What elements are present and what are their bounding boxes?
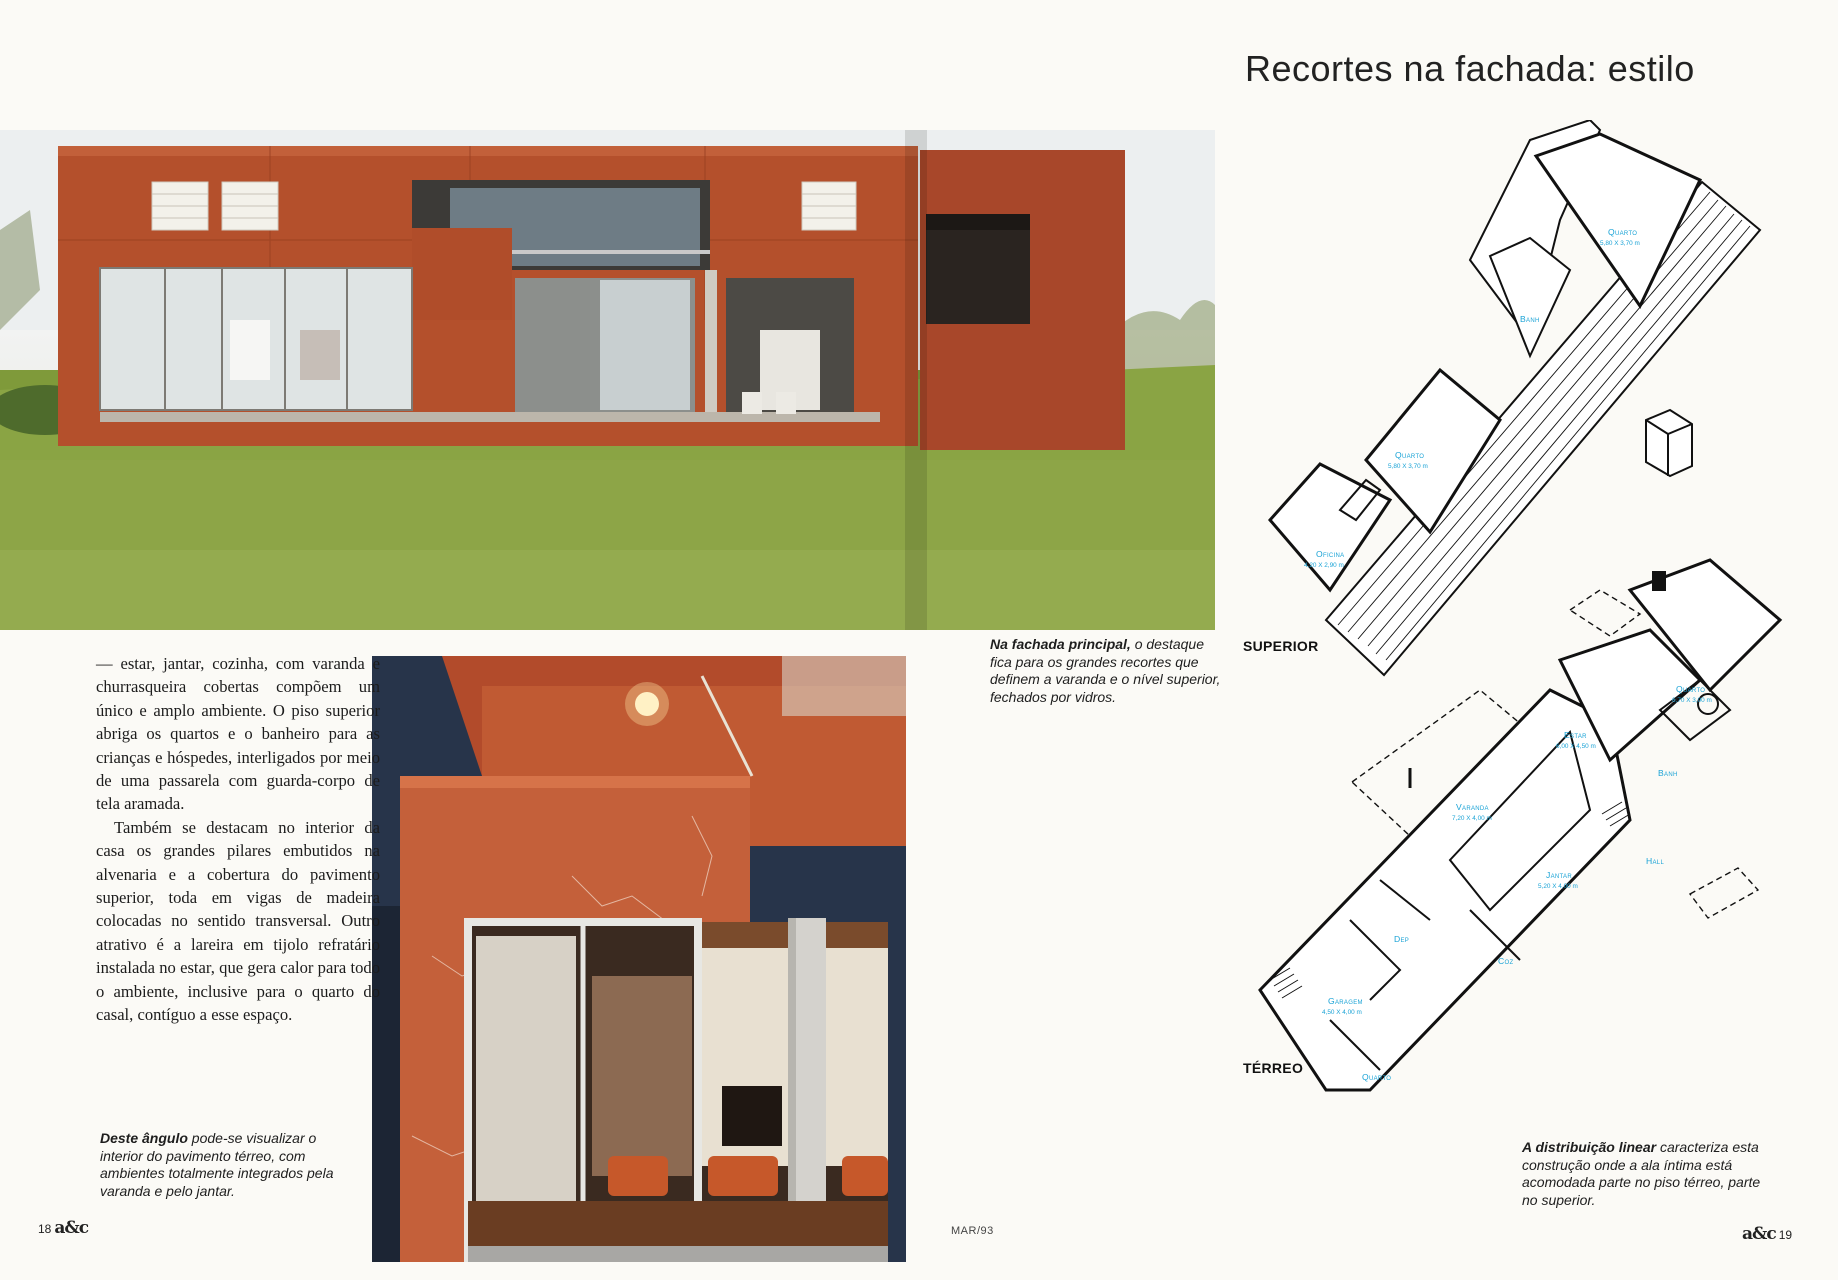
caption-lead: Na fachada principal, [990,636,1131,652]
svg-text:Quarto: Quarto [1608,227,1638,237]
floor-plans [1230,120,1820,1140]
svg-text:Varanda: Varanda [1456,802,1489,812]
svg-text:5,20 X 4,00 m: 5,20 X 4,00 m [1538,883,1578,890]
svg-text:Coz: Coz [1498,956,1514,966]
plan-label-superior: SUPERIOR [1243,638,1319,654]
veranda-illustration [372,656,906,1262]
veranda-interior-photo [372,656,906,1262]
page-folio-right [1742,1224,1792,1244]
svg-text:Banh: Banh [1520,314,1540,324]
svg-text:5,80 X 3,70 m: 5,80 X 3,70 m [1388,463,1428,470]
svg-text:6,70 X 3,00 m: 6,70 X 3,00 m [1672,697,1712,704]
page-number: 19 [1778,1228,1793,1242]
magazine-logo: a&c [1742,1224,1776,1244]
svg-text:4,50 X 4,00 m: 4,50 X 4,00 m [1322,1009,1362,1016]
svg-text:5,80 X 3,70 m: 5,80 X 3,70 m [1600,240,1640,247]
caption-angulo [100,1130,350,1200]
magazine-logo: a&c [54,1218,89,1238]
svg-text:6,00 X 4,50 m: 6,00 X 4,50 m [1556,743,1596,750]
house-facade-photo [0,130,1215,630]
room-label [1394,934,1409,944]
page-folio-left [38,1218,88,1238]
issue-date: MAR/93 [951,1225,994,1237]
svg-text:4,20 X 2,90 m: 4,20 X 2,90 m [1304,562,1344,569]
plan-label-terreo: TÉRREO [1243,1060,1304,1076]
caption-text: caracteriza esta construção onde a ala íntima está acomodada parte no piso térreo, parte no superior. [1522,1139,1761,1208]
caption-lead: A distribuição linear [1522,1139,1657,1155]
caption-lead: Deste ângulo [100,1130,188,1146]
svg-text:Estar: Estar [1564,730,1587,740]
svg-text:7,20 X 4,00 m: 7,20 X 4,00 m [1452,815,1492,822]
article-body [96,652,380,1027]
page-number: 18 [38,1222,52,1236]
room-label [1646,856,1664,866]
body-paragraph: — estar, jantar, cozinha, com varanda e churrasqueira cobertas compõem um único e amplo ambiente. O piso superior abriga os quartos e o banheiro para as crianças e hóspedes, interligados por meio de uma passarela com guarda-corpo de tela aramada. [96,654,380,814]
article-headline: Recortes na fachada: estilo [1245,48,1695,89]
svg-text:Quarto: Quarto [1395,450,1425,460]
svg-text:Dep: Dep [1394,934,1410,944]
svg-text:Quarto: Quarto [1362,1072,1392,1082]
svg-text:Garagem: Garagem [1328,996,1363,1006]
caption-distribuicao [1522,1139,1772,1209]
svg-text:Quarto: Quarto [1676,684,1706,694]
svg-text:Banh: Banh [1658,768,1678,778]
svg-text:Hall: Hall [1646,856,1665,866]
room-label [1658,768,1678,778]
room-label [1498,956,1513,966]
caption-text: o destaque fica para os grandes recortes que definem a varanda e o nível superior, fechados por vidros. [990,636,1221,705]
room-label [1520,314,1540,324]
body-paragraph: Também se destacam no interior da casa os grandes pilares embutidos na alvenaria e a cobertura do pavimento superior, toda em vigas de madeira colocadas no sentido transversal. Outro atrativo é a lareira em tijolo refratário instalada no estar, que gera calor para todo o ambiente, inclusive para o quarto do casal, contíguo a esse espaço. [96,817,380,1025]
room-label [1362,1072,1391,1082]
caption-text: pode-se visualizar o interior do pavimento térreo, com ambientes totalmente integrados pela varanda e pelo jantar. [100,1130,334,1199]
caption-fachada [990,636,1226,706]
floor-plans-drawing [1230,120,1820,1140]
svg-text:Oficina: Oficina [1316,549,1345,559]
svg-text:Jantar: Jantar [1546,870,1572,880]
house-facade-illustration [0,130,1215,630]
